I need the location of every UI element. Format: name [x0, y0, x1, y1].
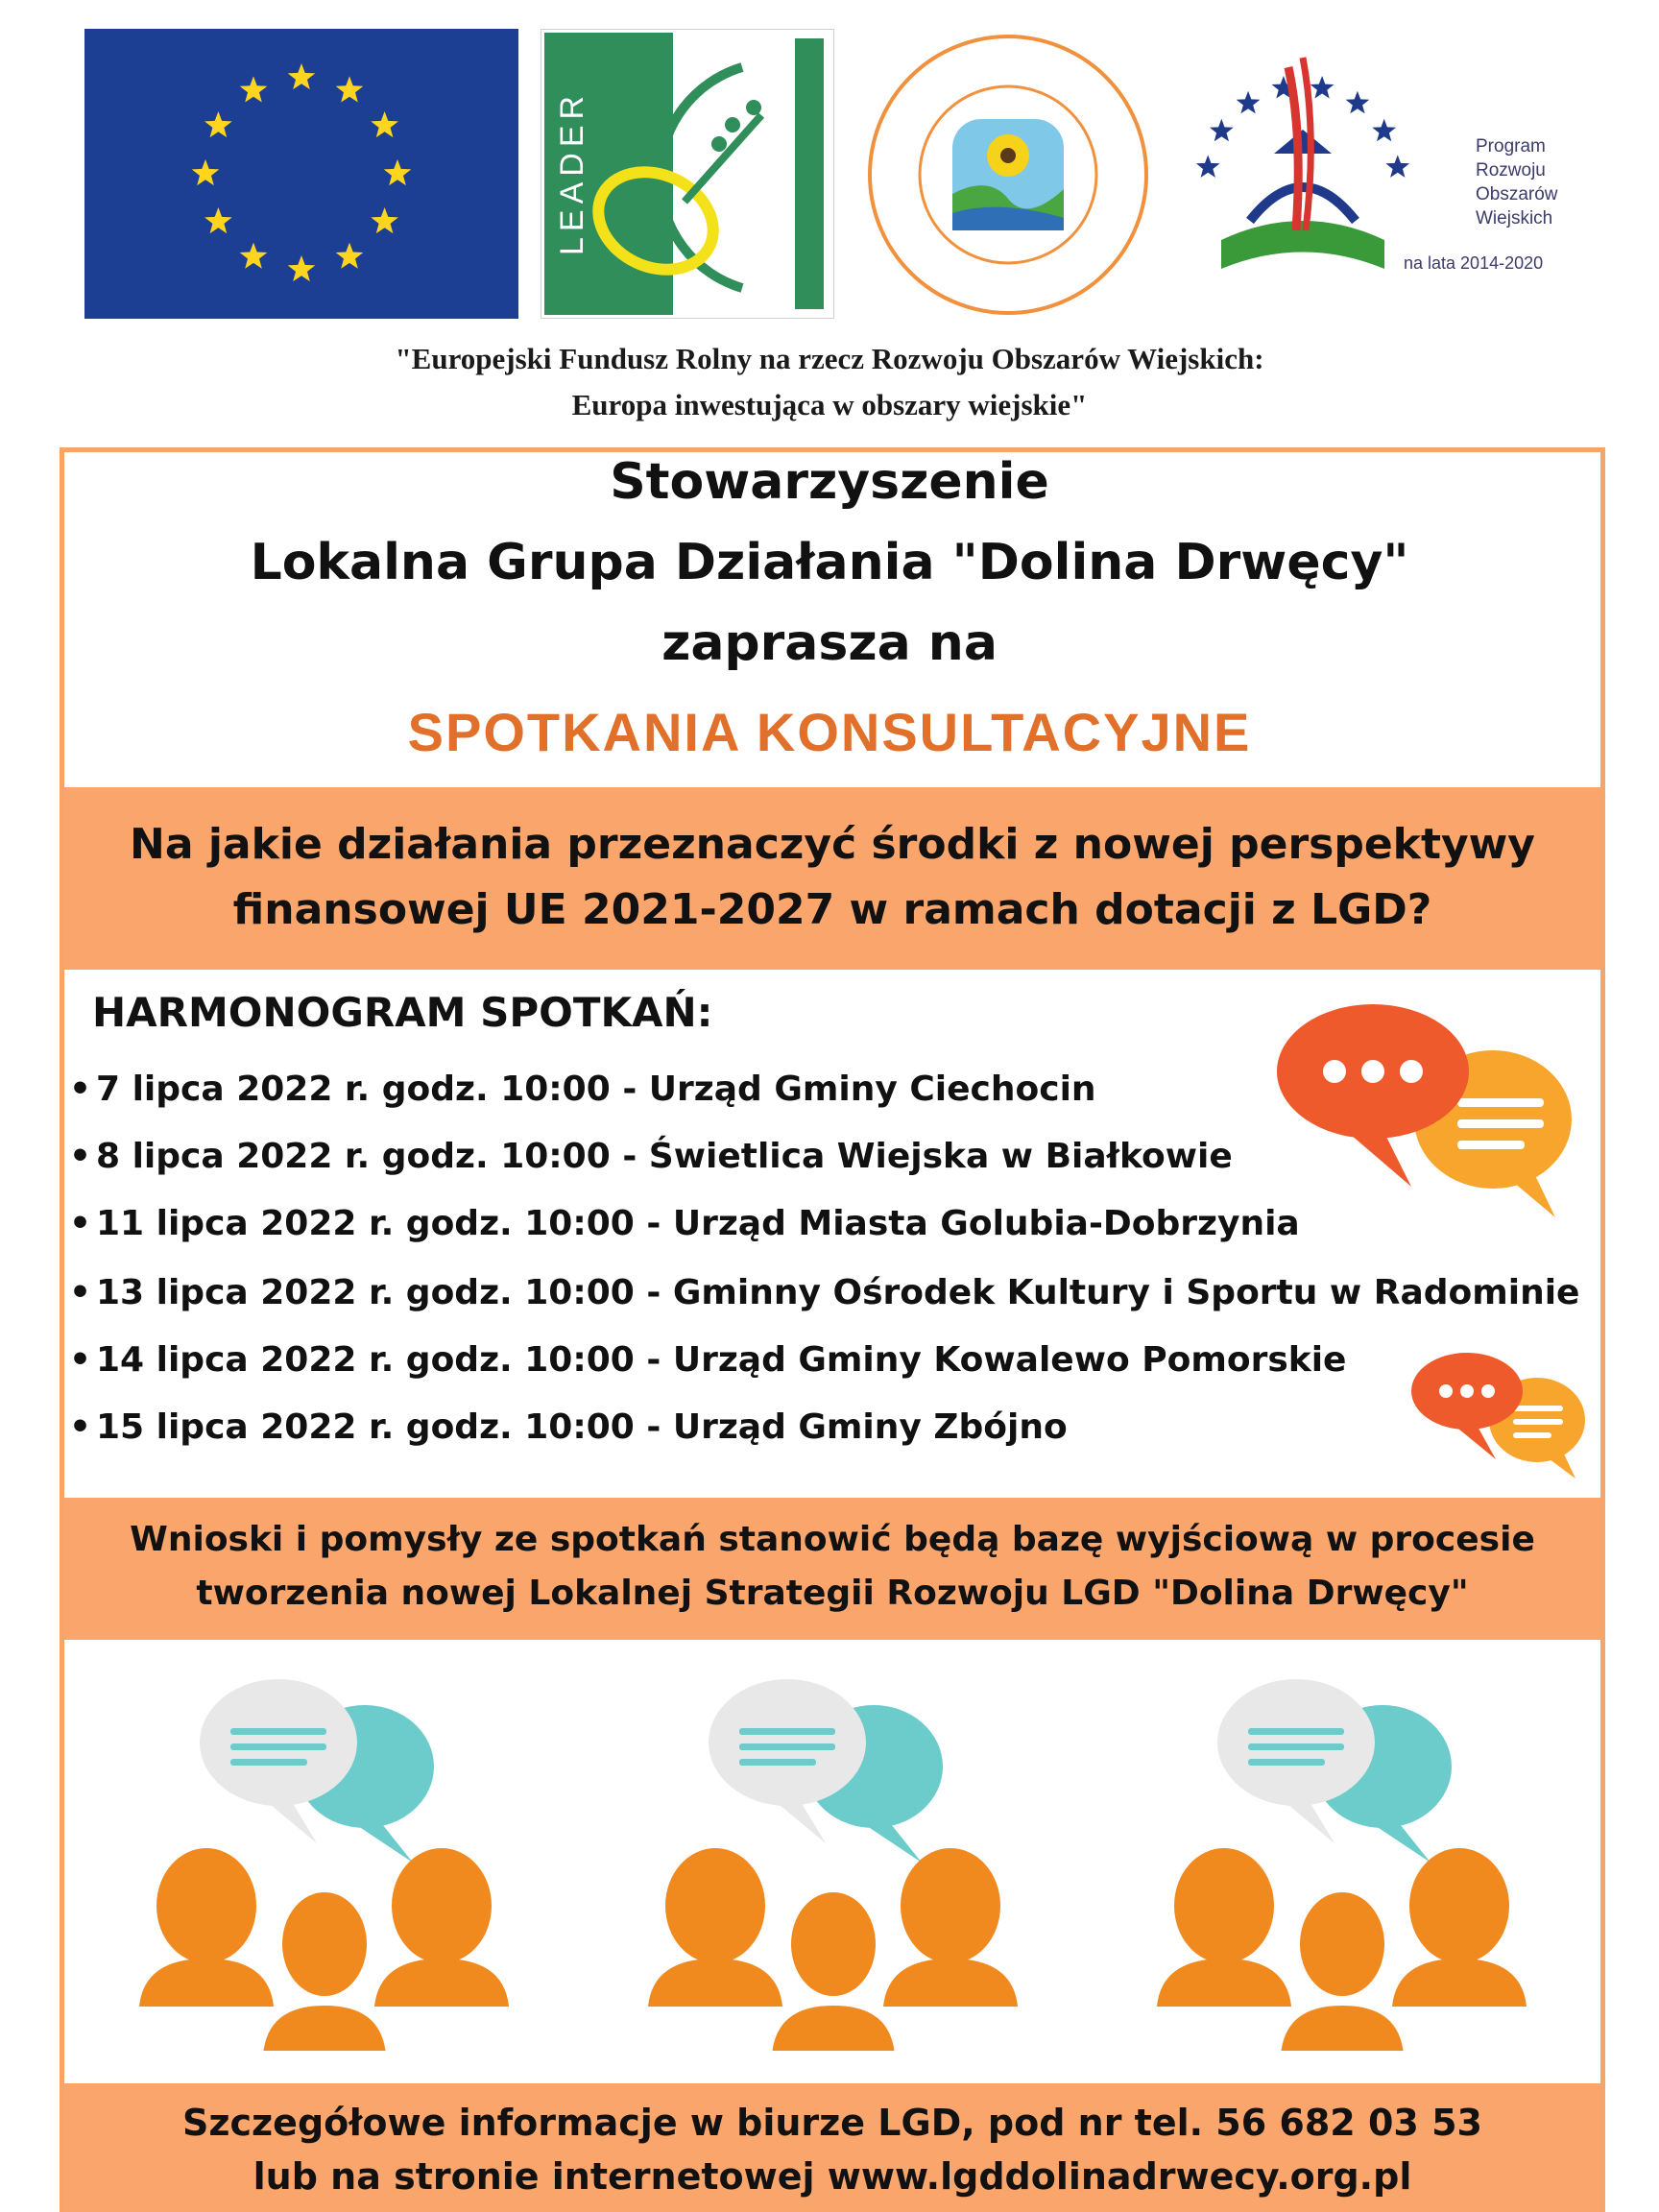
schedule-item: • 7 lipca 2022 r. godz. 10:00 - Urząd Gminy Ciechocin	[69, 1070, 1096, 1109]
schedule-item: • 11 lipca 2022 r. godz. 10:00 - Urząd Miasta Golubia-Dobrzynia	[69, 1204, 1300, 1243]
header-line-2: Lokalna Grupa Działania "Dolina Drwęcy"	[250, 534, 1409, 591]
prow-star-icon	[1210, 119, 1234, 142]
footer-line-2: lub na stronie internetowej www.lgddolinadrwecy.org.pl	[252, 2155, 1412, 2198]
bullet: •	[69, 1070, 92, 1109]
schedule-item: • 13 lipca 2022 r. godz. 10:00 - Gminny Ośrodek Kultury i Sportu w Radominie	[69, 1273, 1580, 1312]
header-line-3: zaprasza na	[661, 614, 998, 672]
conclusions-line-2: tworzenia nowej Lokalnej Strategii Rozwoju LGD "Dolina Drwęcy"	[196, 1574, 1469, 1613]
prow-line2: Rozwoju	[1476, 160, 1546, 180]
schedule-item: • 15 lipca 2022 r. godz. 10:00 - Urząd Gminy Zbójno	[69, 1407, 1068, 1447]
people-group-icon	[134, 1671, 538, 2064]
leader-label: LEADER	[554, 89, 590, 256]
question-line-2: finansowej UE 2021-2027 w ramach dotacji z LGD?	[232, 885, 1432, 934]
prow-star-icon	[1310, 76, 1334, 99]
people-group-icon	[643, 1671, 1046, 2064]
conclusions-line-1: Wnioski i pomysły ze spotkań stanowić będą bazę wyjściową w procesie	[130, 1520, 1535, 1559]
prow-star-icon	[1196, 155, 1220, 178]
chat-bubbles-icon	[1267, 995, 1584, 1225]
header-line-1: Stowarzyszenie	[610, 453, 1049, 511]
prow-name	[1476, 134, 1558, 230]
schedule-item: • 14 lipca 2022 r. godz. 10:00 - Urząd Gminy Kowalewo Pomorskie	[69, 1340, 1347, 1380]
bullet: •	[69, 1340, 92, 1380]
question-line-1: Na jakie działania przeznaczyć środki z nowej perspektywy	[130, 820, 1535, 869]
bullet: •	[69, 1137, 92, 1176]
people-group-icon	[1152, 1671, 1555, 2064]
eu-stars-icon	[84, 29, 518, 319]
prow-star-icon	[1346, 91, 1370, 114]
schedule-item: • 8 lipca 2022 r. godz. 10:00 - Świetlica Wiejska w Białkowie	[69, 1137, 1233, 1176]
fund-line-1: "Europejski Fundusz Rolny na rzecz Rozwoju Obszarów Wiejskich:	[395, 342, 1264, 375]
prow-years: na lata 2014-2020	[1404, 253, 1544, 273]
prow-star-icon	[1372, 119, 1396, 142]
prow-logo	[1183, 38, 1586, 307]
bullet: •	[69, 1407, 92, 1447]
eu-flag-logo	[84, 29, 518, 319]
leader-logo	[541, 29, 834, 319]
bullet: •	[69, 1273, 92, 1312]
prow-line3: Obszarów	[1476, 184, 1558, 204]
prow-line4: Wiejskich	[1476, 208, 1553, 228]
fund-line-2: Europa inwestująca w obszary wiejskie"	[571, 388, 1088, 421]
event-title: SPOTKANIA KONSULTACYJNE	[407, 702, 1252, 762]
people-illustrations	[0, 1671, 1659, 2074]
prow-star-icon	[1385, 155, 1409, 178]
schedule-heading: HARMONOGRAM SPOTKAŃ:	[92, 989, 713, 1036]
prow-line1: Program	[1476, 136, 1546, 156]
fund-statement	[0, 336, 1659, 428]
prow-star-icon	[1237, 91, 1261, 114]
lgd-seal-logo	[864, 31, 1152, 319]
lgd-seal-text	[864, 31, 1152, 319]
footer-line-1: Szczegółowe informacje w biurze LGD, pod nr tel. 56 682 03 53	[182, 2102, 1482, 2144]
bullet: •	[69, 1204, 92, 1243]
small-chat-bubbles-icon	[1407, 1348, 1590, 1482]
